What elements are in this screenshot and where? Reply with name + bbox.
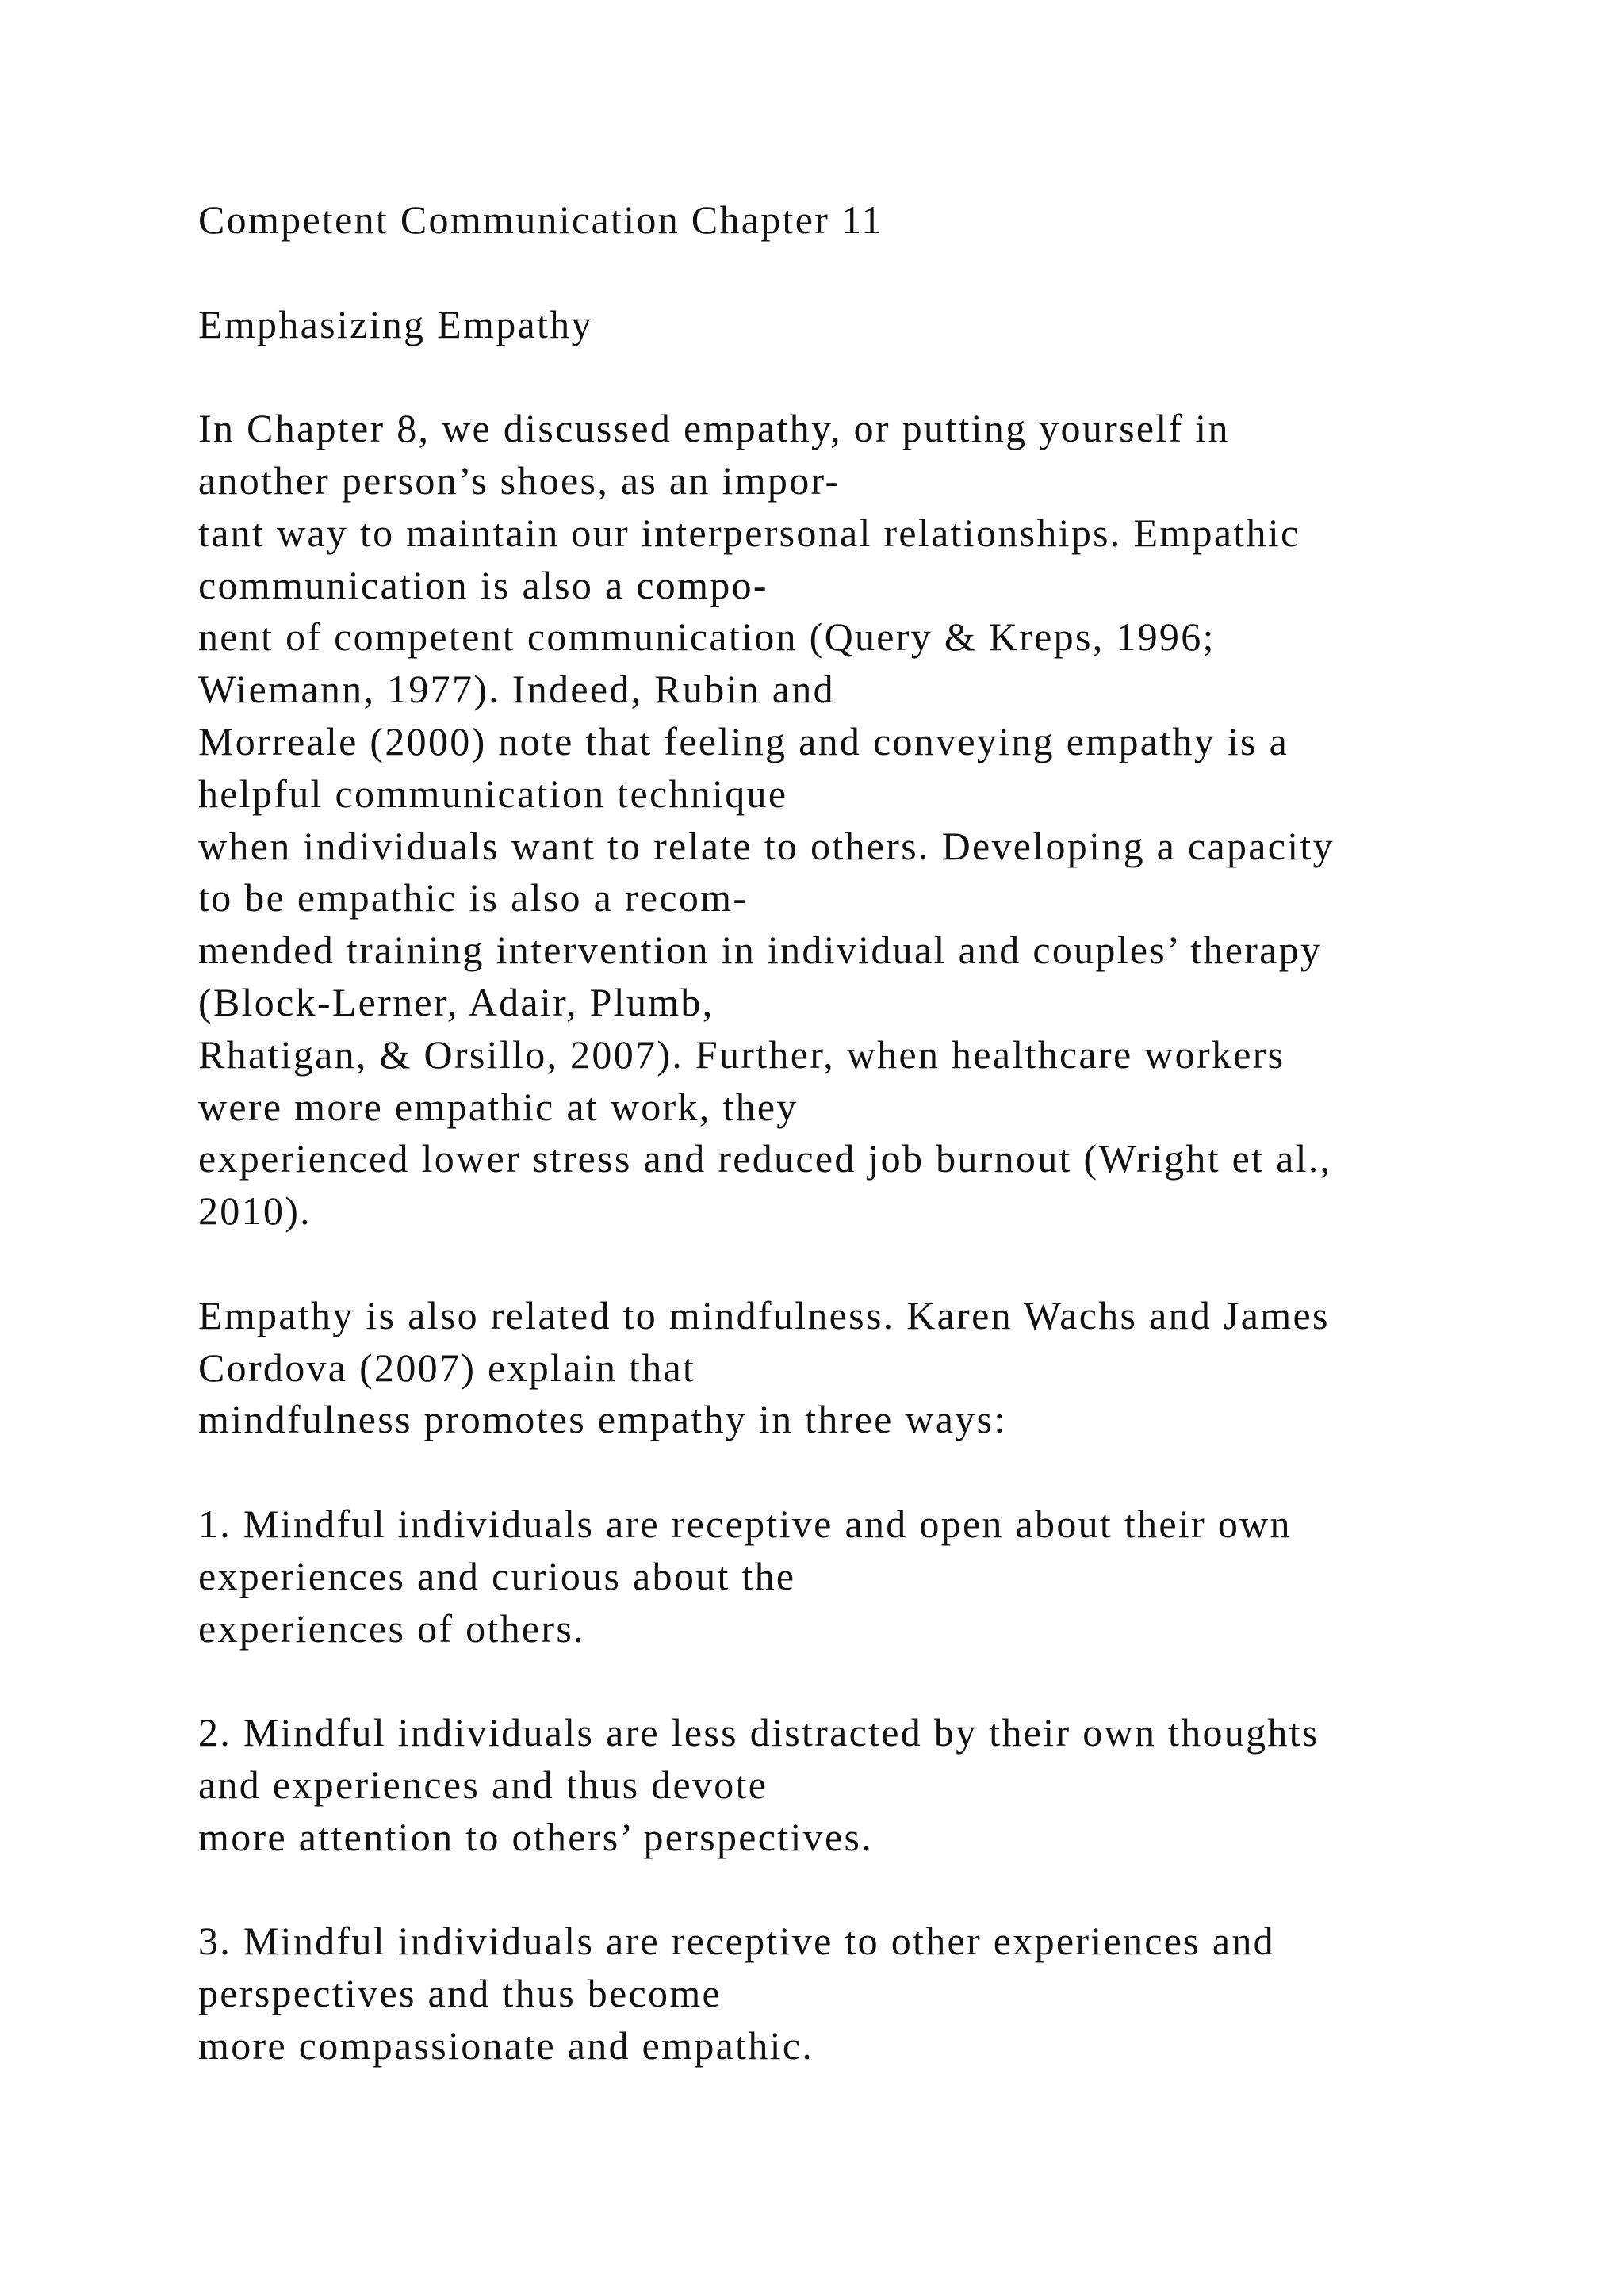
paragraph-line: Morreale (2000) note that feeling and conveying empathy is a <box>198 718 1289 763</box>
list-item-line: experiences of others. <box>198 1605 585 1651</box>
paragraph-line: mended training intervention in individual and couples’ therapy <box>198 928 1323 973</box>
list-item-line: experiences and curious about the <box>198 1553 796 1598</box>
paragraph-line: mindfulness promotes empathy in three ways: <box>198 1397 1007 1442</box>
paragraph-line: helpful communication technique <box>198 771 788 816</box>
paragraph-line: Wiemann, 1977). Indeed, Rubin and <box>198 667 835 712</box>
paragraph-line: Cordova (2007) explain that <box>198 1345 696 1390</box>
list-item <box>198 1707 1562 1863</box>
section-heading: Emphasizing Empathy <box>198 301 593 346</box>
paragraph-line: nent of competent communication (Query & Kreps, 1996; <box>198 614 1216 660</box>
spacer <box>198 1238 1562 1290</box>
paragraph-line: when individuals want to relate to others. Developing a capacity <box>198 823 1335 868</box>
list-item-line: more attention to others’ perspectives. <box>198 1814 874 1859</box>
list-item-line: 3. Mindful individuals are receptive to other experiences and <box>198 1919 1275 1964</box>
document-body <box>198 194 1562 2072</box>
paragraph-line: Empathy is also related to mindfulness. Karen Wachs and James <box>198 1292 1330 1337</box>
spacer <box>198 1864 1562 1916</box>
paragraph-line: (Block-Lerner, Adair, Plumb, <box>198 979 714 1024</box>
spacer <box>198 350 1562 403</box>
paragraph-line: another person’s shoes, as an impor- <box>198 457 841 503</box>
list-item <box>198 1915 1562 2072</box>
paragraph-empathy-overview <box>198 403 1562 1238</box>
spacer <box>198 247 1562 299</box>
paragraph-mindfulness <box>198 1290 1562 1446</box>
paragraph-line: experienced lower stress and reduced job burnout (Wright et al., <box>198 1136 1332 1181</box>
paragraph-line: Rhatigan, & Orsillo, 2007). Further, when healthcare workers <box>198 1031 1285 1077</box>
paragraph-line: to be empathic is also a recom- <box>198 875 749 920</box>
document-title: Competent Communication Chapter 11 <box>198 197 883 242</box>
list-item-line: perspectives and thus become <box>198 1971 722 2016</box>
list-item <box>198 1498 1562 1655</box>
paragraph-line: were more empathic at work, they <box>198 1084 799 1129</box>
spacer <box>198 1655 1562 1707</box>
spacer <box>198 1446 1562 1498</box>
list-item-line: and experiences and thus devote <box>198 1762 768 1807</box>
paragraph-line: tant way to maintain our interpersonal relationships. Empathic <box>198 510 1300 555</box>
paragraph-line: In Chapter 8, we discussed empathy, or putting yourself in <box>198 406 1230 451</box>
paragraph-line: 2010). <box>198 1188 312 1234</box>
paragraph-line: communication is also a compo- <box>198 562 768 607</box>
list-item-line: 1. Mindful individuals are receptive and open about their own <box>198 1501 1292 1546</box>
list-item-line: 2. Mindful individuals are less distracted by their own thoughts <box>198 1710 1320 1755</box>
list-item-line: more compassionate and empathic. <box>198 2022 814 2068</box>
